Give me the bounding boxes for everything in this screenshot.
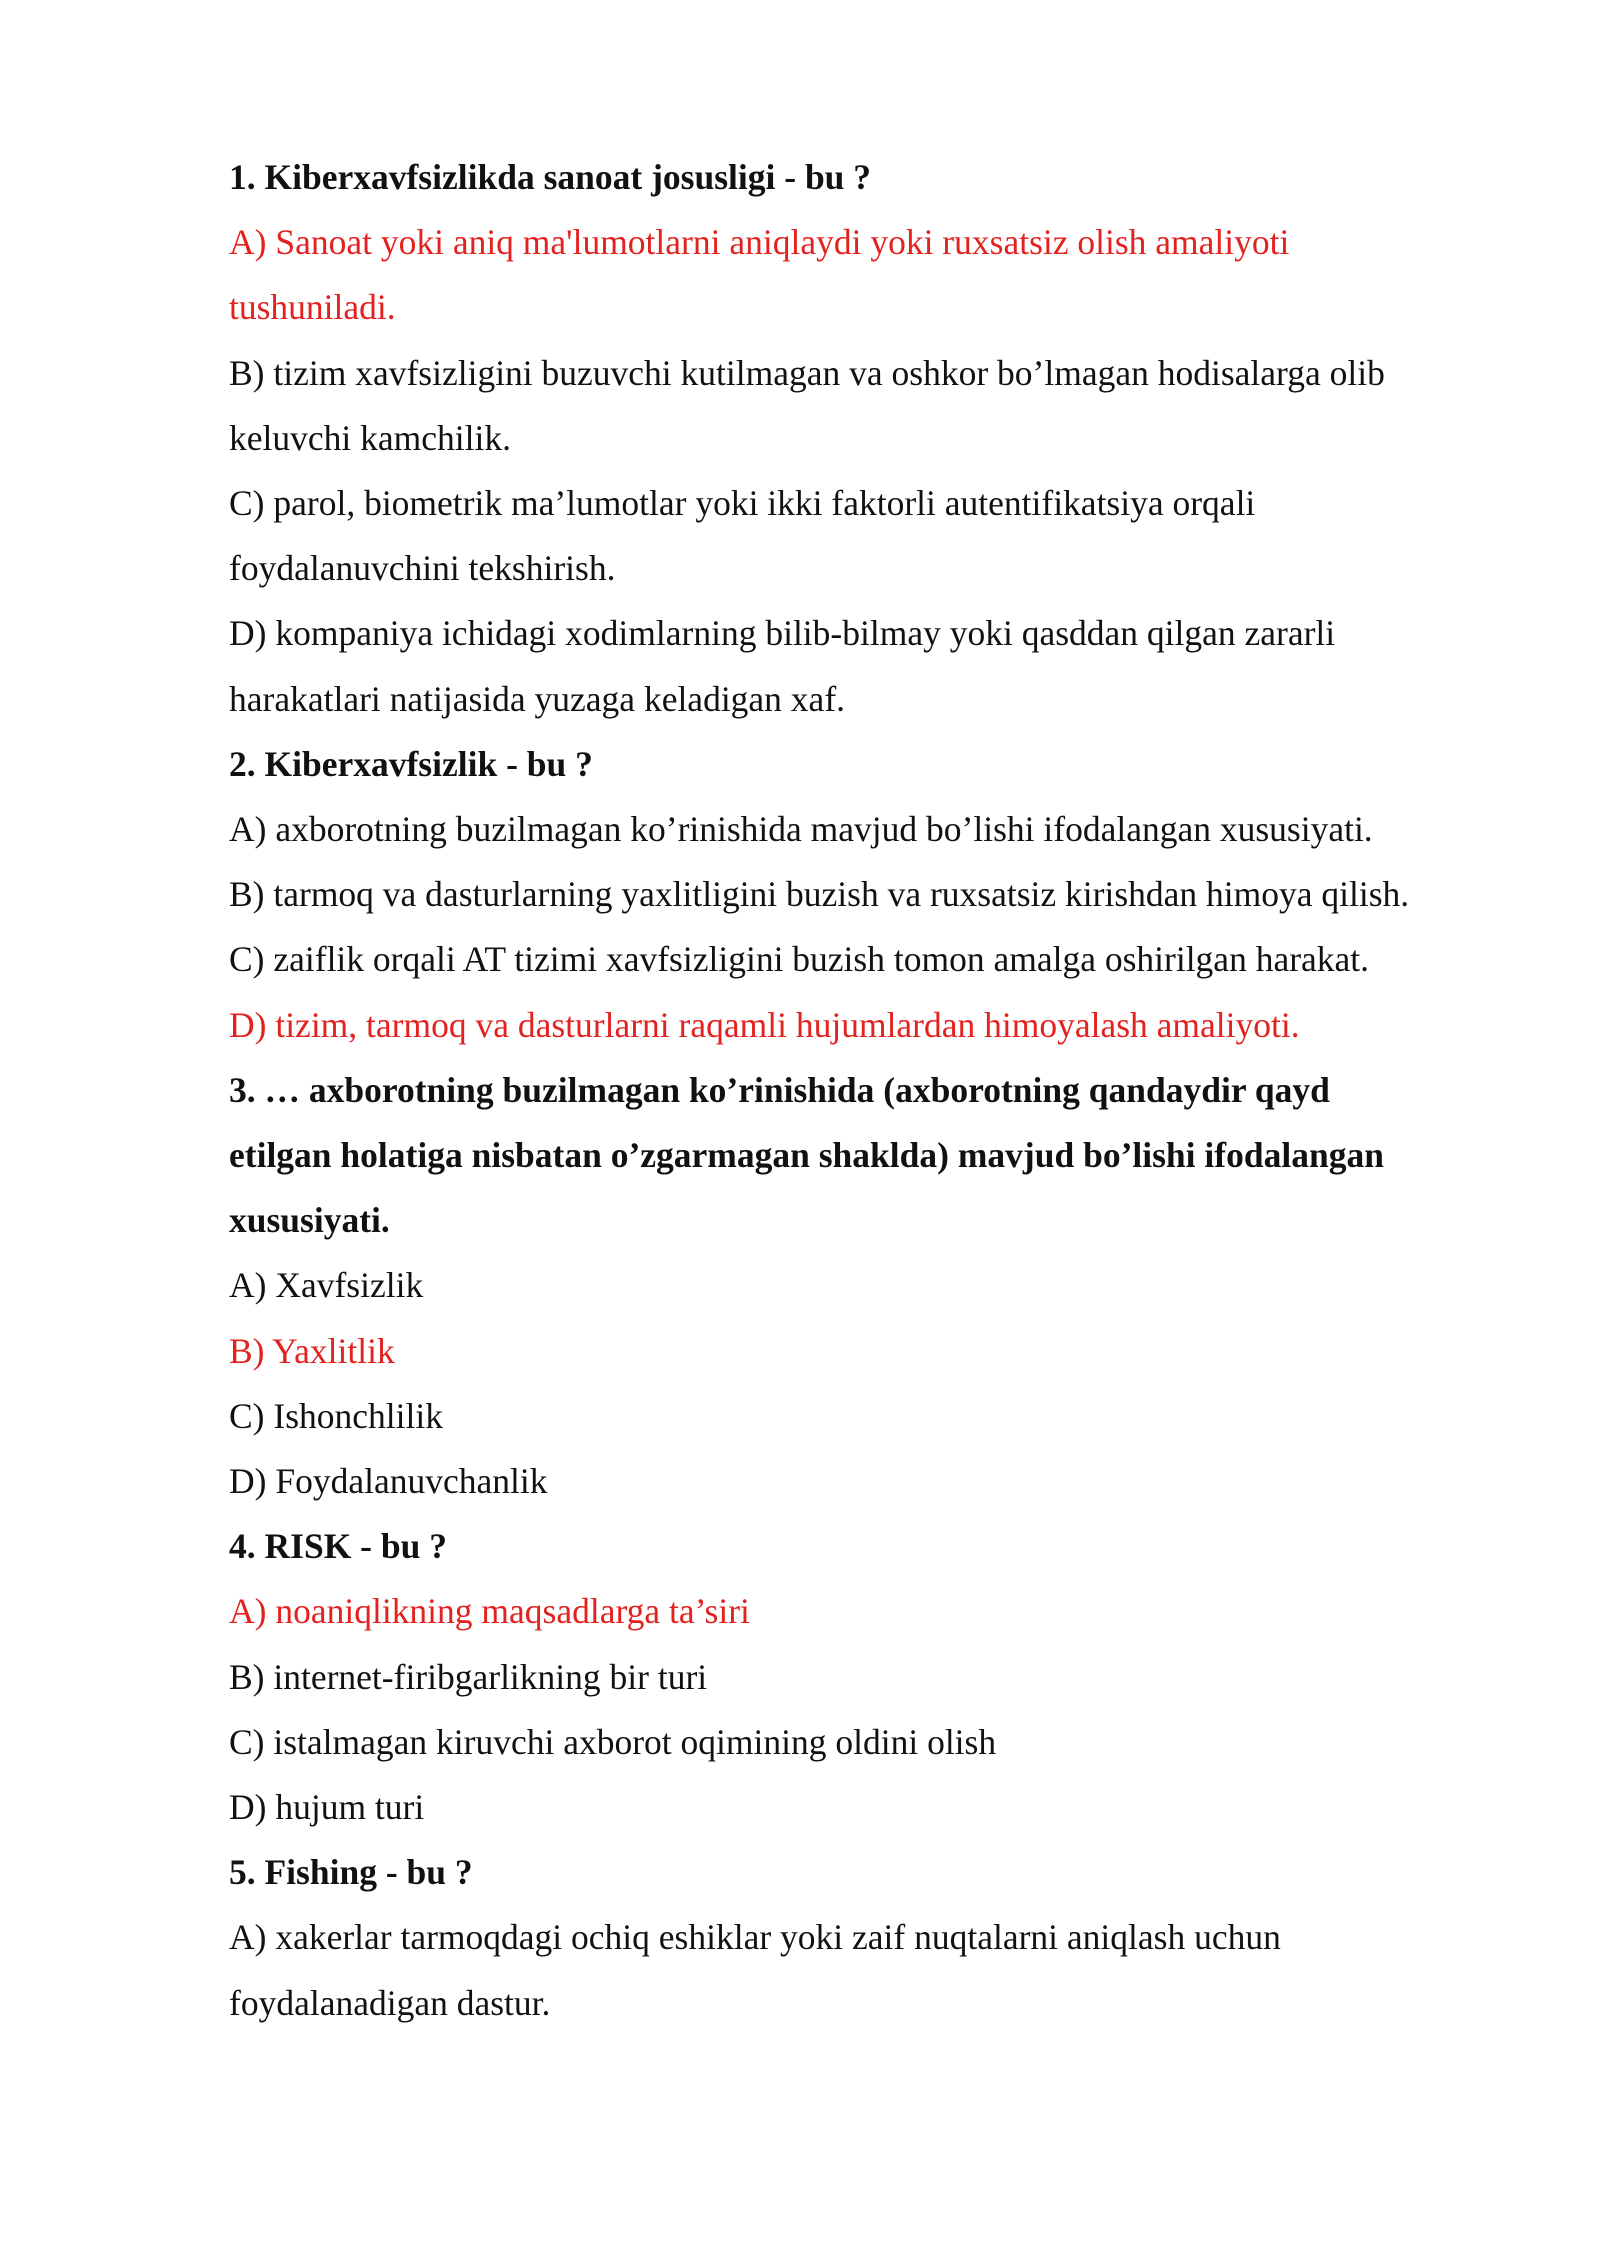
option-b	[229, 862, 1519, 927]
question-text: 4. RISK - bu ?	[229, 1526, 447, 1567]
question-text: 2. Kiberxavfsizlik - bu ?	[229, 743, 593, 784]
question-block	[229, 732, 1519, 1058]
option-a	[229, 1579, 1519, 1644]
option-b	[229, 1645, 1519, 1710]
option-c	[229, 471, 1519, 601]
option-line: harakatlari natijasida yuzaga keladigan xaf.	[229, 678, 846, 719]
option-line: A) Sanoat yoki aniq ma'lumotlarni aniqlaydi yoki ruxsatsiz olish amaliyoti	[229, 222, 1290, 263]
option-a	[229, 797, 1519, 862]
option-d	[229, 1449, 1519, 1514]
option-b	[229, 341, 1519, 471]
option-d	[229, 601, 1519, 731]
option-line: tushuniladi.	[229, 287, 396, 328]
option-line: C) zaiflik orqali AT tizimi xavfsizligini buzish tomon amalga oshirilgan harakat.	[229, 939, 1370, 980]
question-text: 1. Kiberxavfsizlikda sanoat josusligi - bu ?	[229, 157, 872, 197]
option-line: foydalanuvchini tekshirish.	[229, 548, 616, 589]
question-text: etilgan holatiga nisbatan o’zgarmagan shaklda) mavjud bo’lishi ifodalangan	[229, 1135, 1384, 1176]
question-block	[229, 1058, 1519, 1514]
option-line: C) parol, biometrik ma’lumotlar yoki ikki faktorli autentifikatsiya orqali	[229, 483, 1256, 524]
option-line: D) hujum turi	[229, 1787, 425, 1828]
option-line: D) tizim, tarmoq va dasturlarni raqamli hujumlardan himoyalash amaliyoti.	[229, 1004, 1300, 1045]
option-line: foydalanadigan dastur.	[229, 1982, 551, 2023]
option-line: B) Yaxlitlik	[229, 1330, 395, 1371]
option-line: A) axborotning buzilmagan ko’rinishida mavjud bo’lishi ifodalangan xususiyati.	[229, 809, 1373, 850]
option-line: C) istalmagan kiruvchi axborot oqimining oldini olish	[229, 1721, 997, 1762]
option-line: A) xakerlar tarmoqdagi ochiq eshiklar yoki zaif nuqtalarni aniqlash uchun	[229, 1917, 1281, 1958]
option-b	[229, 1319, 1519, 1384]
question-block	[229, 1514, 1519, 1840]
question-block	[229, 1840, 1519, 2036]
option-a	[229, 1905, 1519, 2035]
option-c	[229, 1710, 1519, 1775]
option-line: B) tarmoq va dasturlarning yaxlitligini buzish va ruxsatsiz kirishdan himoya qilish.	[229, 874, 1410, 915]
option-c	[229, 927, 1519, 992]
option-line: B) internet-firibgarlikning bir turi	[229, 1656, 708, 1697]
option-line: D) kompaniya ichidagi xodimlarning bilib-bilmay yoki qasddan qilgan zararli	[229, 613, 1336, 654]
option-c	[229, 1384, 1519, 1449]
question-text: xususiyati.	[229, 1200, 390, 1241]
option-a	[229, 1253, 1519, 1318]
option-line: keluvchi kamchilik.	[229, 417, 511, 458]
option-line: A) Xavfsizlik	[229, 1265, 424, 1306]
option-line: B) tizim xavfsizligini buzuvchi kutilmagan va oshkor bo’lmagan hodisalarga olib	[229, 352, 1385, 393]
option-a	[229, 210, 1519, 340]
option-d	[229, 1775, 1519, 1840]
question-text: 5. Fishing - bu ?	[229, 1852, 473, 1893]
option-line: A) noaniqlikning maqsadlarga ta’siri	[229, 1591, 750, 1632]
question-block	[229, 145, 1519, 732]
option-line: D) Foydalanuvchanlik	[229, 1461, 548, 1502]
option-line: C) Ishonchlilik	[229, 1395, 443, 1436]
quiz-content	[229, 145, 1519, 2036]
question-text: 3. … axborotning buzilmagan ko’rinishida (axborotning qandaydir qayd	[229, 1069, 1330, 1110]
option-d	[229, 993, 1519, 1058]
